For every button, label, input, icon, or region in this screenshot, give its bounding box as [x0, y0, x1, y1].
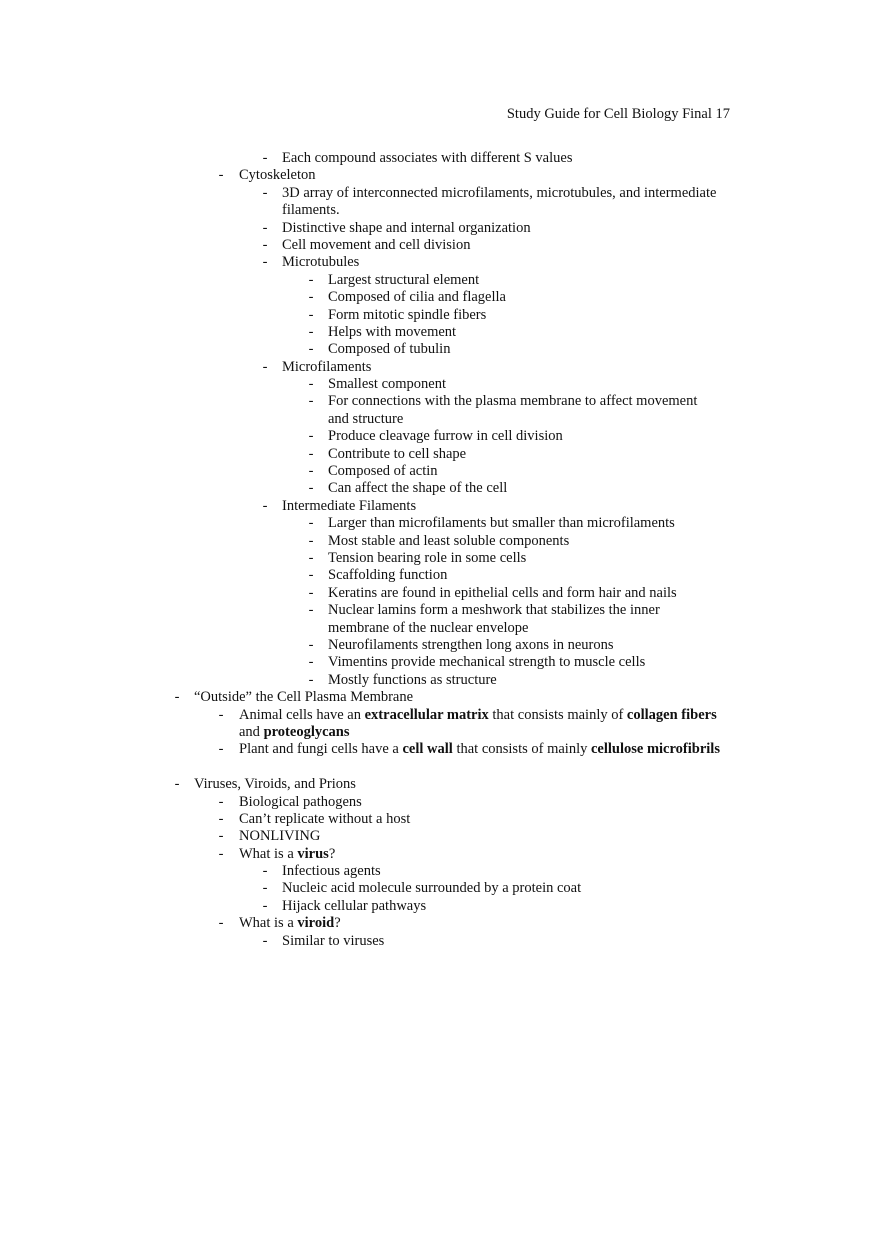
outline-item-text: Most stable and least soluble components	[328, 532, 570, 549]
outline-item	[0, 776, 880, 793]
outline-item-text: Larger than microfilaments but smaller than microfilaments	[328, 515, 675, 532]
outline-item	[0, 637, 880, 654]
outline-item-text: Produce cleavage furrow in cell division	[328, 428, 563, 445]
bullet-dash: -	[262, 184, 268, 201]
outline-item	[0, 446, 880, 463]
outline-item	[0, 707, 880, 742]
outline-item	[0, 393, 880, 428]
outline-item	[0, 550, 880, 567]
outline-item	[0, 237, 880, 254]
outline-item-text: Microtubules	[282, 254, 360, 271]
bullet-dash: -	[308, 376, 314, 393]
bullet-dash: -	[262, 863, 268, 880]
bullet-dash: -	[262, 150, 268, 166]
outline-item-text: Form mitotic spindle fibers	[328, 306, 487, 323]
bullet-dash: -	[308, 271, 314, 288]
bullet-dash: -	[308, 532, 314, 549]
outline-item-text: Each compound associates with different S values	[282, 150, 573, 166]
outline-item-text: Neurofilaments strengthen long axons in neurons	[328, 636, 614, 653]
bullet-dash: -	[218, 793, 224, 810]
outline-item	[0, 220, 880, 237]
outline-item	[0, 533, 880, 550]
bold-term: cellulose microfibrils	[590, 741, 720, 758]
outline-item	[0, 880, 880, 897]
bullet-dash: -	[262, 236, 268, 253]
bullet-dash: -	[218, 915, 224, 932]
outline-item-text	[239, 915, 734, 932]
outline-item-text: Tension bearing role in some cells	[328, 550, 527, 567]
outline-item-text: Infectious agents	[282, 863, 381, 880]
outline-item	[0, 933, 880, 950]
outline-item-text: Distinctive shape and internal organization	[282, 219, 531, 236]
outline-item	[0, 846, 880, 863]
text-run: that consists mainly of	[488, 706, 627, 723]
outline-item-text: Viruses, Viroids, and Prions	[194, 776, 356, 793]
outline-item	[0, 828, 880, 845]
outline-item	[0, 185, 880, 220]
outline-item-text: 3D array of interconnected microfilaments, microtubules, and intermediate filaments.	[282, 184, 717, 219]
bullet-dash: -	[308, 584, 314, 601]
outline-item	[0, 376, 880, 393]
bullet-dash: -	[308, 480, 314, 497]
outline-item-text: Biological pathogens	[239, 793, 362, 810]
outline-item-text: Contribute to cell shape	[328, 445, 467, 462]
outline-item	[0, 515, 880, 532]
bullet-dash: -	[262, 897, 268, 914]
bullet-dash: -	[308, 289, 314, 306]
bullet-dash: -	[262, 497, 268, 514]
outline-item-text: Scaffolding function	[328, 567, 448, 584]
outline-item	[0, 272, 880, 289]
bold-term: cell wall	[402, 741, 453, 758]
outline-item	[0, 915, 880, 932]
outline-item-text: Vimentins provide mechanical strength to muscle cells	[328, 654, 646, 671]
text-run: ?	[328, 845, 336, 862]
bullet-dash: -	[262, 254, 268, 271]
bullet-dash: -	[308, 671, 314, 688]
bullet-dash: -	[218, 845, 224, 862]
bullet-dash: -	[308, 323, 314, 340]
bullet-dash: -	[262, 358, 268, 375]
bold-term: virus	[297, 845, 329, 862]
bullet-dash: -	[308, 428, 314, 445]
outline-item-text: “Outside” the Cell Plasma Membrane	[194, 689, 414, 706]
bold-term: proteoglycans	[263, 723, 350, 740]
outline-item-text: For connections with the plasma membrane to affect movement and structure	[328, 393, 698, 427]
outline-item-text: Can’t replicate without a host	[239, 810, 411, 827]
outline-item	[0, 741, 880, 776]
bullet-dash: -	[174, 689, 180, 706]
bullet-dash: -	[218, 706, 224, 723]
outline-item	[0, 150, 880, 167]
outline-item	[0, 341, 880, 358]
outline-item-text: Largest structural element	[328, 271, 480, 288]
bullet-dash: -	[308, 463, 314, 480]
outline-item	[0, 689, 880, 706]
outline-item-text: Helps with movement	[328, 323, 457, 340]
outline-item	[0, 567, 880, 584]
bold-term: extracellular matrix	[364, 706, 489, 723]
page-header: Study Guide for Cell Biology Final 17	[506, 106, 730, 122]
outline-item-text: Intermediate Filaments	[282, 497, 417, 514]
outline-item-text: Can affect the shape of the cell	[328, 480, 508, 497]
outline-item-text: Keratins are found in epithelial cells and form hair and nails	[328, 584, 677, 601]
bullet-dash: -	[308, 445, 314, 462]
outline-item-text: Composed of actin	[328, 463, 438, 480]
bullet-dash: -	[308, 393, 314, 410]
outline-item-text: Composed of cilia and flagella	[328, 289, 506, 306]
text-run: Animal cells have an	[239, 706, 365, 723]
bullet-dash: -	[218, 828, 224, 845]
bullet-dash: -	[174, 776, 180, 793]
outline-item-text: Smallest component	[328, 376, 446, 393]
outline-item-text: Cytoskeleton	[239, 167, 316, 184]
outline-item	[0, 289, 880, 306]
bullet-dash: -	[308, 636, 314, 653]
bullet-dash: -	[308, 306, 314, 323]
outline-item-text	[239, 707, 734, 742]
text-run: that consists of mainly	[452, 741, 591, 758]
bullet-dash: -	[308, 550, 314, 567]
outline-item	[0, 898, 880, 915]
outline-item	[0, 602, 880, 637]
outline-item	[0, 863, 880, 880]
bullet-dash: -	[218, 167, 224, 184]
outline-item	[0, 811, 880, 828]
outline-item	[0, 428, 880, 445]
outline-item	[0, 480, 880, 497]
outline-item	[0, 324, 880, 341]
bold-term: collagen fibers	[626, 706, 717, 723]
outline-item	[0, 654, 880, 671]
text-run: and	[239, 723, 264, 740]
bullet-dash: -	[262, 932, 268, 949]
outline-item-text: Cell movement and cell division	[282, 236, 471, 253]
outline-item	[0, 307, 880, 324]
outline-item	[0, 498, 880, 515]
outline-item-text	[239, 846, 734, 863]
bullet-dash: -	[308, 602, 314, 619]
outline-item	[0, 585, 880, 602]
bullet-dash: -	[262, 880, 268, 897]
outline-item-text: Microfilaments	[282, 358, 372, 375]
bold-term: viroid	[297, 915, 335, 932]
text-run: ?	[334, 915, 341, 932]
outline-item-text	[239, 741, 734, 758]
bullet-dash: -	[308, 654, 314, 671]
bullet-dash: -	[262, 219, 268, 236]
bullet-dash: -	[308, 515, 314, 532]
text-run: What is a	[239, 845, 298, 862]
outline-list	[0, 150, 880, 950]
outline-item	[0, 672, 880, 689]
outline-item-text: Similar to viruses	[282, 932, 385, 949]
bullet-dash: -	[218, 810, 224, 827]
text-run: Plant and fungi cells have a	[239, 741, 403, 758]
outline-item	[0, 463, 880, 480]
outline-item	[0, 167, 880, 184]
text-run: What is a	[239, 915, 298, 932]
bullet-dash: -	[218, 741, 224, 758]
outline-item-text: Hijack cellular pathways	[282, 897, 427, 914]
outline-item	[0, 794, 880, 811]
outline-item-text: Nucleic acid molecule surrounded by a protein coat	[282, 880, 582, 897]
outline-item	[0, 359, 880, 376]
outline-item-text: NONLIVING	[239, 828, 321, 845]
outline-item-text: Nuclear lamins form a meshwork that stabilizes the inner membrane of the nuclear envelope	[328, 602, 660, 636]
bullet-dash: -	[308, 341, 314, 358]
outline-item-text: Mostly functions as structure	[328, 671, 497, 688]
outline-item-text: Composed of tubulin	[328, 341, 451, 358]
outline-item	[0, 254, 880, 271]
bullet-dash: -	[308, 567, 314, 584]
